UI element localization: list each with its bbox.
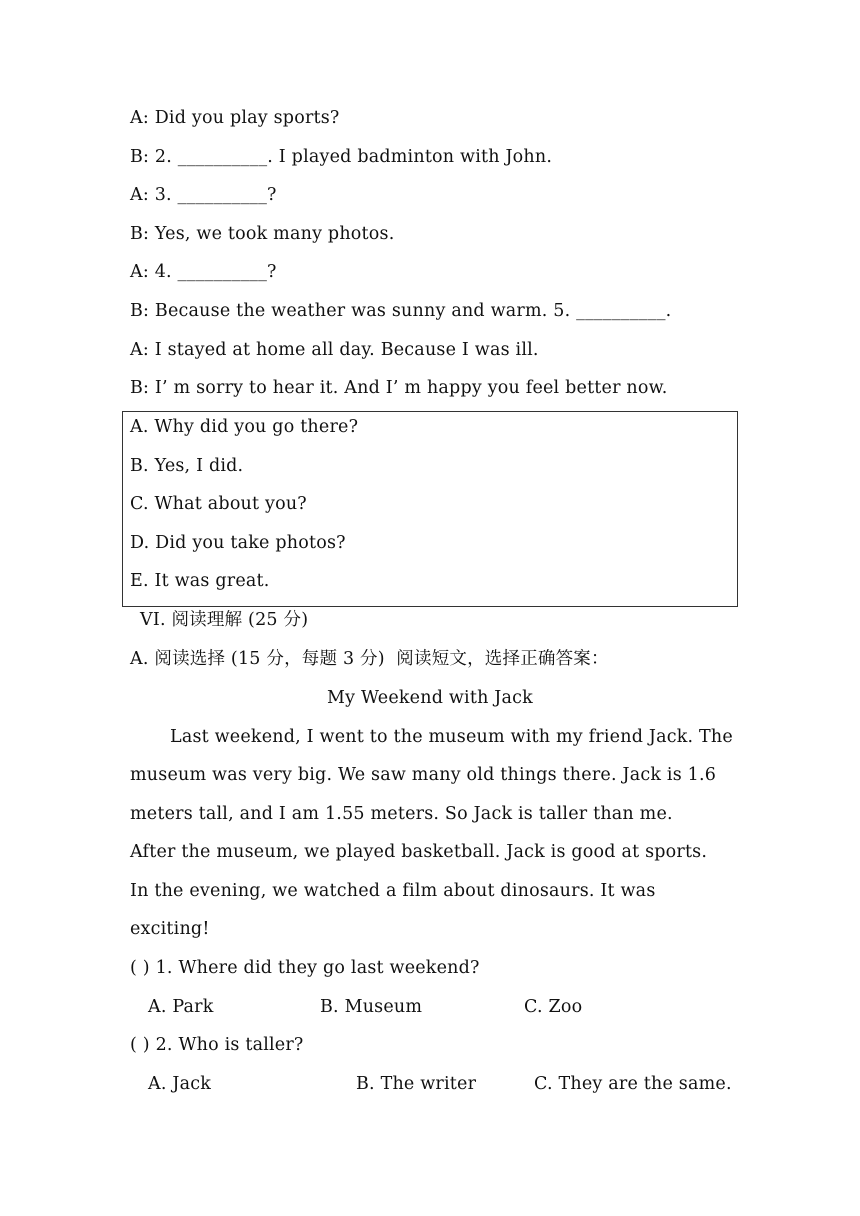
section-heading: VI. 阅读理解 (25 分) [140, 610, 309, 630]
question-1-choice-b: B. Museum [320, 997, 423, 1017]
question-2-choice-c: C. They are the same. [534, 1074, 732, 1094]
passage-line-3: meters tall, and I am 1.55 meters. So Jack is taller than me. [130, 804, 673, 824]
passage-line-4: After the museum, we played basketball. Jack is good at sports. [130, 842, 708, 862]
dialogue-line-5: A: 4. __________? [130, 262, 277, 282]
dialogue-line-7: A: I stayed at home all day. Because I was ill. [130, 340, 539, 360]
option-e: E. It was great. [130, 571, 270, 591]
passage-line-2: museum was very big. We saw many old things there. Jack is 1.6 [130, 765, 717, 785]
question-2-choice-a: A. Jack [148, 1074, 212, 1094]
dialogue-line-4: B: Yes, we took many photos. [130, 224, 395, 244]
passage-line-6: exciting! [130, 919, 210, 939]
question-1-choice-c: C. Zoo [524, 997, 583, 1017]
part-a-heading: A. 阅读选择 (15 分，每题 3 分) 阅读短文，选择正确答案： [130, 649, 609, 669]
dialogue-line-8: B: I’ m sorry to hear it. And I’ m happy you feel better now. [130, 378, 668, 398]
passage-title: My Weekend with Jack [327, 688, 533, 708]
passage-line-5: In the evening, we watched a film about dinosaurs. It was [130, 881, 656, 901]
option-c: C. What about you? [130, 494, 307, 514]
passage-line-1: Last weekend, I went to the museum with my friend Jack. The [170, 727, 733, 747]
dialogue-line-2: B: 2. __________. I played badminton with John. [130, 147, 553, 167]
option-d: D. Did you take photos? [130, 533, 346, 553]
dialogue-line-1: A: Did you play sports? [130, 108, 340, 128]
question-2-stem: ( ) 2. Who is taller? [130, 1035, 304, 1055]
question-2-choice-b: B. The writer [356, 1074, 477, 1094]
dialogue-line-3: A: 3. __________? [130, 185, 277, 205]
option-a: A. Why did you go there? [130, 417, 359, 437]
option-b: B. Yes, I did. [130, 456, 244, 476]
dialogue-line-6: B: Because the weather was sunny and warm. 5. __________. [130, 301, 672, 321]
question-1-stem: ( ) 1. Where did they go last weekend? [130, 958, 480, 978]
question-1-choice-a: A. Park [148, 997, 214, 1017]
